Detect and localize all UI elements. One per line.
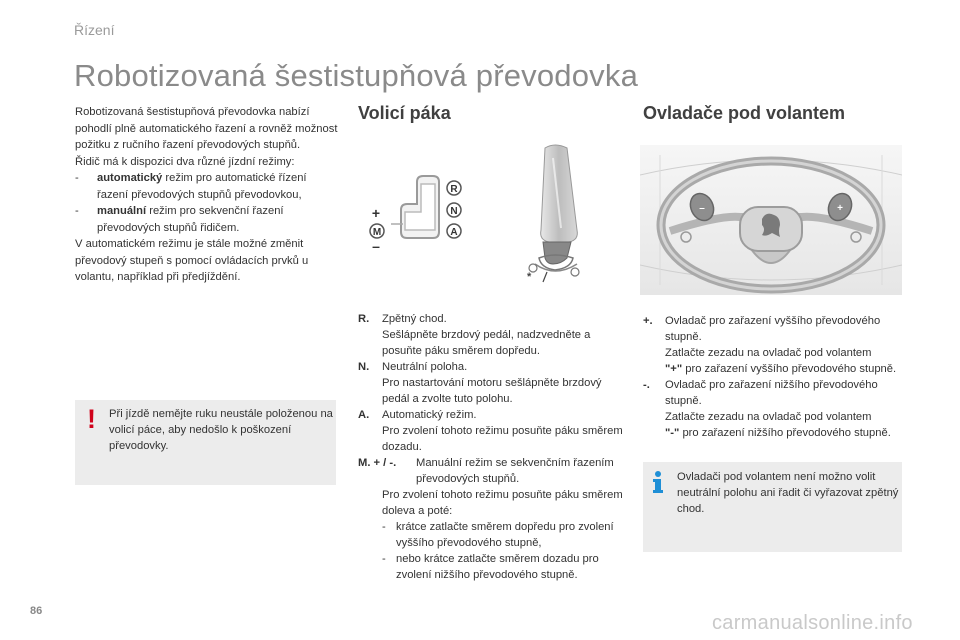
gate-label-a: A (450, 227, 458, 238)
lever-sub-item-down (358, 551, 628, 583)
list-dash: - (382, 521, 386, 533)
lever-label-n: Neutrální poloha. (382, 361, 468, 373)
warning-icon: ! (87, 404, 96, 434)
lever-sub-down-text: nebo krátce zatlačte směrem dozadu pro zvolení nižšího převodového stupně. (396, 553, 599, 581)
mode-automatic-desc: režim pro automatické řízení řazení převodových stupňů převodovkou, (97, 172, 307, 201)
wheel-label-minus: Ovladač pro zařazení nižšího převodového stupně. (665, 379, 878, 407)
lever-knob (541, 145, 578, 242)
page-title: Robotizovaná šestistupňová převodovka (74, 58, 639, 93)
section-label: Řízení (74, 22, 115, 38)
finger-icon (358, 487, 382, 519)
wheel-description (643, 313, 908, 441)
wheel-item-plus (643, 313, 908, 345)
wheel-instr-plus (643, 345, 908, 377)
intro-text (75, 104, 340, 286)
wheel-instr-minus (643, 409, 908, 441)
lever-key-m: M. + / -. (358, 457, 397, 469)
wheel-symbol-minus: "-" (665, 427, 680, 439)
finger-icon (358, 423, 382, 455)
lever-key-r: R. (358, 313, 370, 325)
wheel-instr-plus-a: Zatlačte zezadu na ovladač pod volantem (665, 347, 872, 359)
list-dash: - (382, 553, 386, 565)
lever-label-a: Automatický režim. (382, 409, 477, 421)
gate-label-r: R (450, 184, 458, 195)
page-number: 86 (30, 605, 43, 617)
paddle-plus-label: + (837, 203, 843, 214)
lever-instr-m-text: Pro zvolení tohoto režimu posuňte páku směrem doleva a poté: (382, 489, 623, 517)
info-text: Ovladači pod volantem není možno volit neutrální polohu ani řadit či vyřazovat zpětný chod. (677, 471, 899, 515)
intro-paragraph-2: Řidič má k dispozici dva různé jízdní režimy: (75, 155, 295, 168)
lever-item-m (358, 455, 628, 487)
steering-wheel-illustration (640, 145, 902, 295)
gate-label-m: M (372, 227, 382, 238)
mode-item-automatic (75, 170, 340, 203)
wheel-instr-minus-a: Zatlačte zezadu na ovladač pod volantem (665, 411, 872, 423)
gate-label-n: N (450, 206, 458, 217)
wheel-key-minus: -. (643, 379, 650, 391)
warning-text: Při jízdě nemějte ruku neustále položenou na volicí páce, aby nedošlo k poškození převodovky. (109, 408, 333, 452)
lever-item-a (358, 407, 628, 423)
list-dash: - (75, 172, 79, 184)
gear-lever-illustration (355, 140, 625, 300)
wheel-instr-plus-b: pro zařazení vyššího převodového stupně. (682, 363, 897, 375)
lever-label-r: Zpětný chod. (382, 313, 447, 325)
intro-paragraph-3: V automatickém režimu je stále možné změnit převodový stupeň s pomocí ovládacích prvků u volantu, například při předjíždění. (75, 238, 309, 283)
gate-label-minus: – (372, 238, 380, 254)
svg-text:*: * (527, 271, 532, 283)
mode-manual-desc: režim pro sekvenční řazení převodových stupňů řidičem. (97, 205, 284, 234)
lever-heading: Volicí páka (358, 103, 451, 123)
lever-instr-a-text: Pro zvolení tohoto režimu posuňte páku směrem dozadu. (382, 425, 623, 453)
mode-manual-label: manuální (97, 205, 147, 217)
watermark: carmanualsonline.info (712, 612, 913, 634)
lever-instr-r-text: Sešlápněte brzdový pedál, nadzvedněte a posuňte páku směrem dopředu. (382, 329, 591, 357)
wheel-item-minus (643, 377, 908, 409)
lever-key-n: N. (358, 361, 370, 373)
info-icon (650, 470, 666, 494)
wheel-heading: Ovladače pod volantem (643, 103, 846, 123)
finger-icon (358, 375, 382, 407)
wheel-label-plus: Ovladač pro zařazení vyššího převodového stupně. (665, 315, 881, 343)
lever-instr-m (358, 487, 628, 519)
lever-key-a: A. (358, 409, 370, 421)
wheel-key-plus: +. (643, 315, 653, 327)
lever-label-m: Manuální režim se sekvenčním řazením převodových stupňů. (416, 457, 614, 485)
lever-instr-r (358, 327, 628, 359)
list-dash: - (75, 205, 79, 217)
finger-icon (643, 409, 665, 441)
wheel-instr-minus-b: pro zařazení nižšího převodového stupně. (679, 427, 891, 439)
lever-description (358, 311, 628, 583)
lever-sub-up-text: krátce zatlačte směrem dopředu pro zvolení vyššího převodového stupně, (396, 521, 614, 549)
lever-instr-n (358, 375, 628, 407)
finger-icon (358, 327, 382, 359)
lever-item-r (358, 311, 628, 327)
brand-logo-icon (762, 214, 780, 237)
intro-paragraph-1: Robotizovaná šestistupňová převodovka nabízí pohodlí plně automatického řazení a rovněž možnost požitku z ručního řazení převodových stupňů. (75, 106, 338, 151)
lever-instr-n-text: Pro nastartování motoru sešlápněte brzdový pedál a zvolte tuto polohu. (382, 377, 602, 405)
lever-instr-a (358, 423, 628, 455)
lever-sub-item-up (358, 519, 628, 551)
paddle-minus-label: – (699, 203, 705, 214)
lever-item-n (358, 359, 628, 375)
mode-item-manual (75, 203, 340, 236)
lever-boot (543, 242, 571, 264)
finger-icon (643, 345, 665, 377)
mode-automatic-label: automatický (97, 172, 163, 184)
wheel-symbol-plus: "+" (665, 363, 683, 375)
gate-label-plus: + (371, 205, 381, 221)
